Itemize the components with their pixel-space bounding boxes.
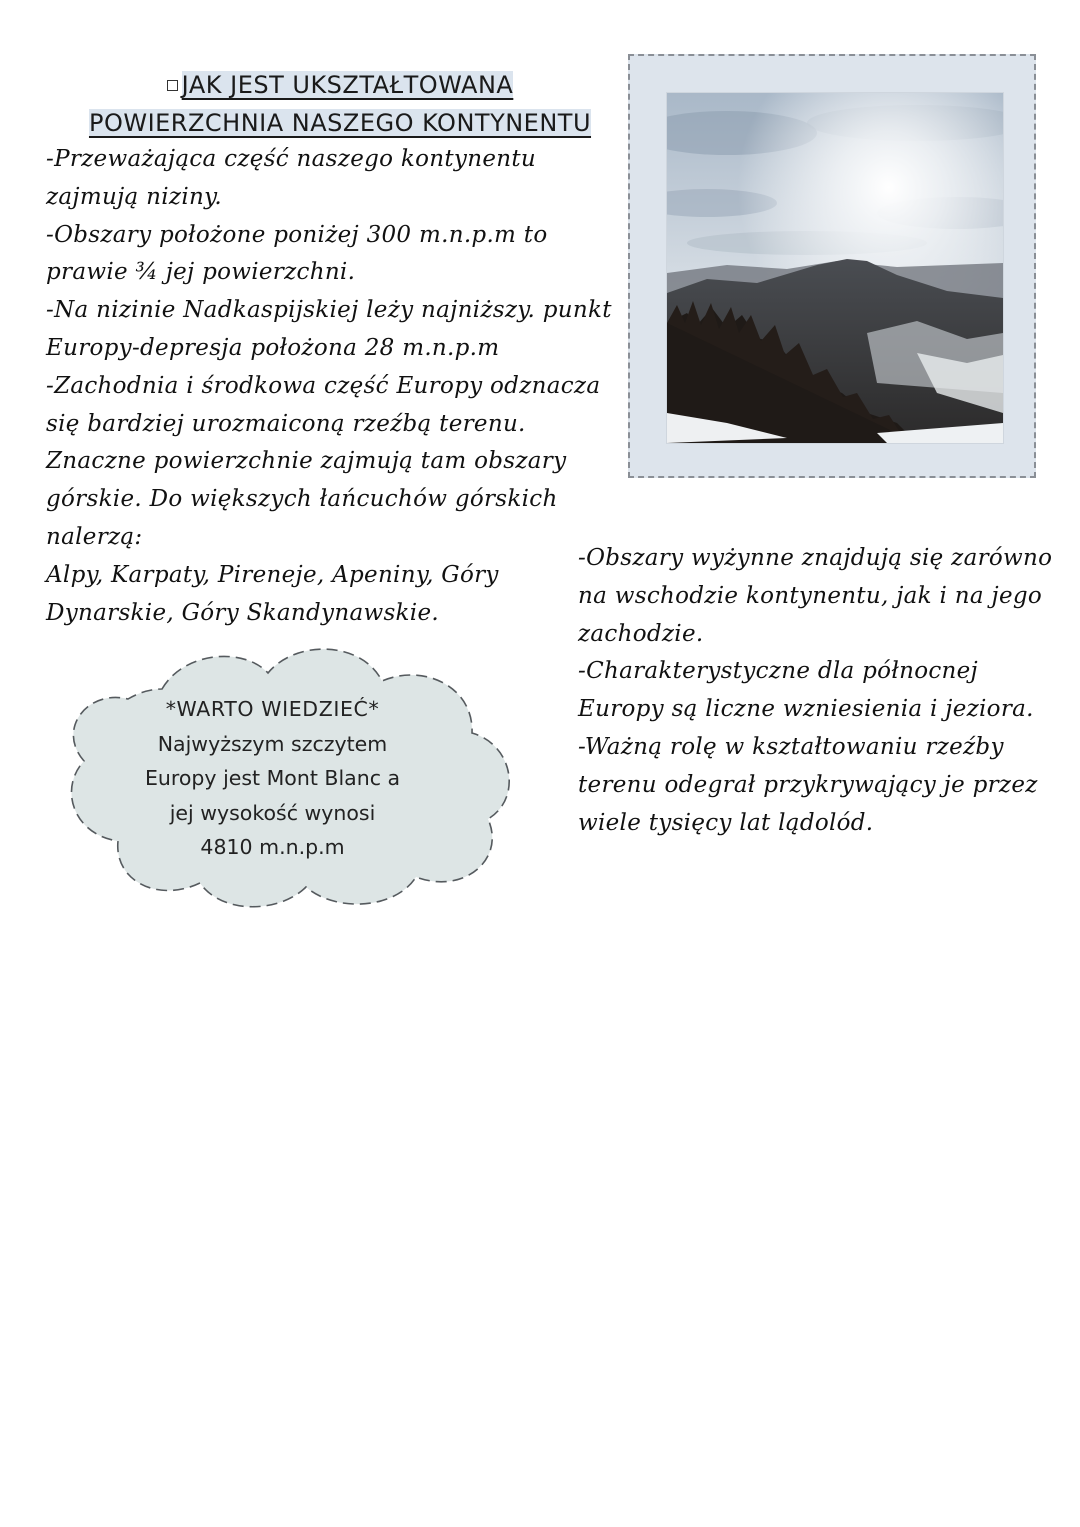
fact-line-3: jej wysokość wynosi (169, 800, 376, 825)
title-line-1: JAK JEST UKSZTAŁTOWANA (181, 71, 514, 99)
fact-heading: *WARTO WIEDZIEĆ* (165, 697, 380, 721)
note-northern-europe: -Charakterystyczne dla północnej Europy są liczne wzniesienia i jeziora. (578, 658, 1034, 723)
mountain-landscape-photo (666, 92, 1004, 444)
note-lowlands: -Przeważająca część naszego kontynentu zajmują niziny. (46, 146, 537, 210)
note-lowest-point: -Na nizinie Nadkaspijskiej leży najniższy. punkt Europy-depresja położona 28 m.n.p.m (46, 297, 612, 361)
photo-frame (628, 54, 1036, 478)
fact-box (100, 692, 445, 865)
fact-line-2: Europy jest Mont Blanc a (144, 766, 401, 790)
page-title (40, 66, 640, 142)
note-uplands: -Obszary wyżynne znajdują się zarówno na wschodzie kontynentu, jak i na jego zachodzie. (578, 545, 1053, 647)
left-notes (46, 141, 626, 632)
fact-line-1: Najwyższym szczytem (157, 731, 388, 756)
right-notes (578, 540, 1058, 842)
note-ice-sheet: -Ważną rolę w kształtowaniu rzeźby terenu odegrał przykrywający je przez wiele tysięcy lat lądolód. (578, 733, 1038, 836)
note-western-central: -Zachodnia i środkowa część Europy odznacza się bardziej urozmaiconą rzeźbą terenu. Znaczne powierzchnie zajmują tam obszary górskie. Do większych łańcuchów górskich nalerzą: (46, 372, 601, 550)
checkbox-icon (167, 80, 178, 91)
fact-line-4: 4810 m.n.p.m (200, 835, 345, 859)
title-line-2: POWIERZCHNIA NASZEGO KONTYNENTU (88, 109, 592, 137)
mountain-ranges-list: Alpy, Karpaty, Pireneje, Apeniny, Góry Dynarskie, Góry Skandynawskie. (46, 561, 499, 626)
note-below-300m: -Obszary położone poniżej 300 m.n.p.m to prawie ¾ jej powierzchni. (46, 221, 548, 286)
